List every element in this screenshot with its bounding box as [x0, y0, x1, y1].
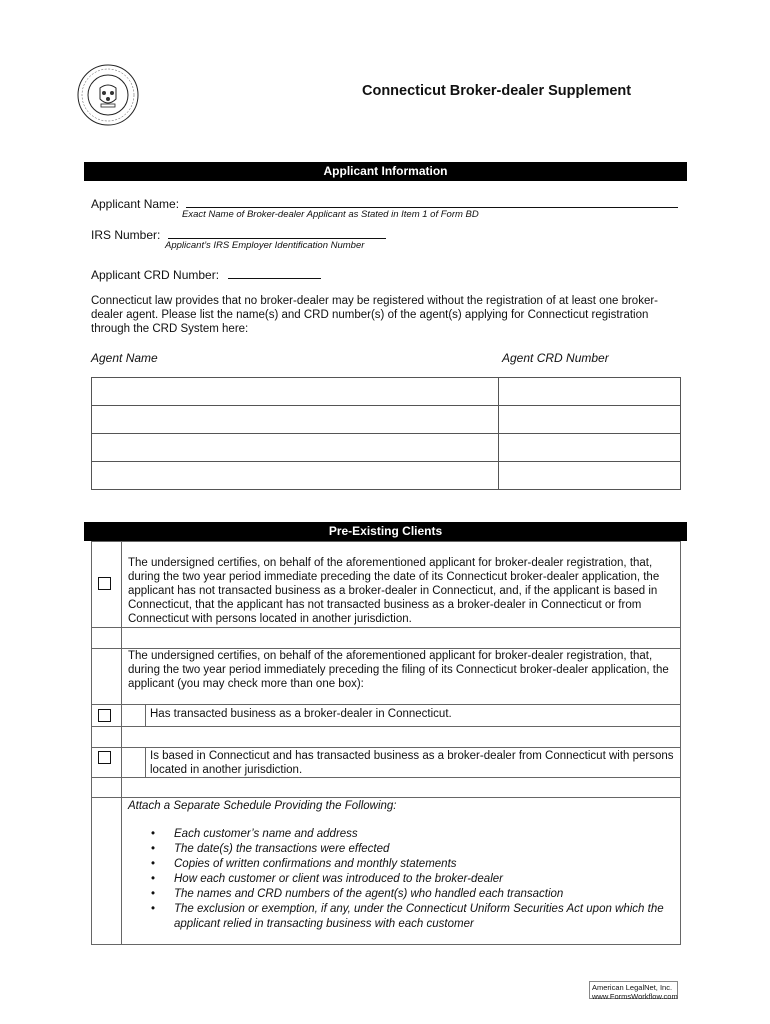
certify-no-business-checkbox[interactable] [98, 577, 111, 590]
crd-number-row [91, 266, 321, 282]
publisher-name: American LegalNet, Inc. [592, 983, 673, 992]
table-row [92, 462, 681, 490]
certification-text-2: The undersigned certifies, on behalf of the aforementioned applicant for broker-dealer registration, that, during the two year period immediately preceding the filing of its Connecticut broker-dealer application, the applicant (you may check more than one box): [128, 650, 669, 690]
irs-number-field[interactable] [168, 226, 386, 239]
row-divider [91, 726, 680, 727]
agent-name-cell[interactable] [92, 462, 499, 490]
list-item: • How each customer or client was introduced to the broker-dealer [149, 872, 669, 887]
attach-schedule-heading: Attach a Separate Schedule Providing the Following: [128, 800, 397, 812]
agent-name-cell[interactable] [92, 406, 499, 434]
applicant-information-heading: Applicant Information [84, 162, 687, 181]
agent-crd-header: Agent CRD Number [502, 351, 609, 365]
agent-crd-cell[interactable] [499, 406, 681, 434]
agent-table [91, 377, 681, 490]
transacted-in-connecticut-checkbox[interactable] [98, 709, 111, 722]
page-title: Connecticut Broker-dealer Supplement [362, 83, 632, 99]
option-text-1: Has transacted business as a broker-dealer in Connecticut. [150, 708, 452, 720]
list-item: • Each customer’s name and address [149, 827, 669, 842]
publisher-footer [589, 981, 678, 999]
option-cell-divider [145, 747, 146, 777]
agent-name-cell[interactable] [92, 434, 499, 462]
agent-crd-cell[interactable] [499, 378, 681, 406]
option-text-2: Is based in Connecticut and has transacted business as a broker-dealer from Connecticut with persons located in another jurisdiction. [150, 750, 674, 776]
publisher-url[interactable]: www.FormsWorkflow.com [592, 992, 678, 1001]
applicant-name-label: Applicant Name: [91, 197, 180, 211]
list-item: • The names and CRD numbers of the agent(s) who handled each transaction [149, 887, 669, 902]
based-in-connecticut-checkbox[interactable] [98, 751, 111, 764]
checkbox-column-divider [121, 541, 122, 944]
row-divider [91, 627, 680, 628]
crd-number-label: Applicant CRD Number: [91, 268, 220, 282]
list-item: • The exclusion or exemption, if any, under the Connecticut Uniform Securities Act upon which the applicant relied in transacting business with each customer [149, 902, 669, 932]
table-row [92, 434, 681, 462]
row-divider [91, 704, 680, 705]
certification-text-1: The undersigned certifies, on behalf of the aforementioned applicant for broker-dealer registration, that, during the two year period immediate preceding the date of its Connecticut broker-dealer application, the applicant has not transacted business as a broker-dealer in Connecticut, and, if the applicant is based in Connecticut, that the applicant has not transacted business as a broker-dealer in Connecticut or from Connecticut with persons located in another jurisdiction. [128, 557, 660, 625]
registration-intro-text: Connecticut law provides that no broker-dealer may be registered without the registration of at least one broker-dealer agent. Please list the name(s) and CRD number(s) of the agent(s) applying for Connecticut registration through the CRD System here: [91, 295, 658, 335]
agent-name-cell[interactable] [92, 378, 499, 406]
agent-name-header: Agent Name [91, 351, 158, 365]
irs-number-caption: Applicant’s IRS Employer Identification Number [165, 240, 365, 251]
pre-existing-clients-heading: Pre-Existing Clients [84, 522, 687, 541]
state-seal-logo [77, 64, 139, 126]
table-row [92, 378, 681, 406]
irs-number-label: IRS Number: [91, 228, 161, 242]
table-row [92, 406, 681, 434]
option-cell-divider [145, 704, 146, 726]
list-item: • Copies of written confirmations and monthly statements [149, 857, 669, 872]
applicant-name-caption: Exact Name of Broker-dealer Applicant as Stated in Item 1 of Form BD [182, 209, 479, 220]
row-divider [91, 777, 680, 778]
agent-crd-cell[interactable] [499, 462, 681, 490]
row-divider [91, 797, 680, 798]
applicant-name-field[interactable] [186, 195, 678, 208]
row-divider [91, 747, 680, 748]
agent-crd-cell[interactable] [499, 434, 681, 462]
attach-schedule-list [149, 827, 669, 932]
list-item: • The date(s) the transactions were effected [149, 842, 669, 857]
crd-number-field[interactable] [228, 266, 321, 279]
